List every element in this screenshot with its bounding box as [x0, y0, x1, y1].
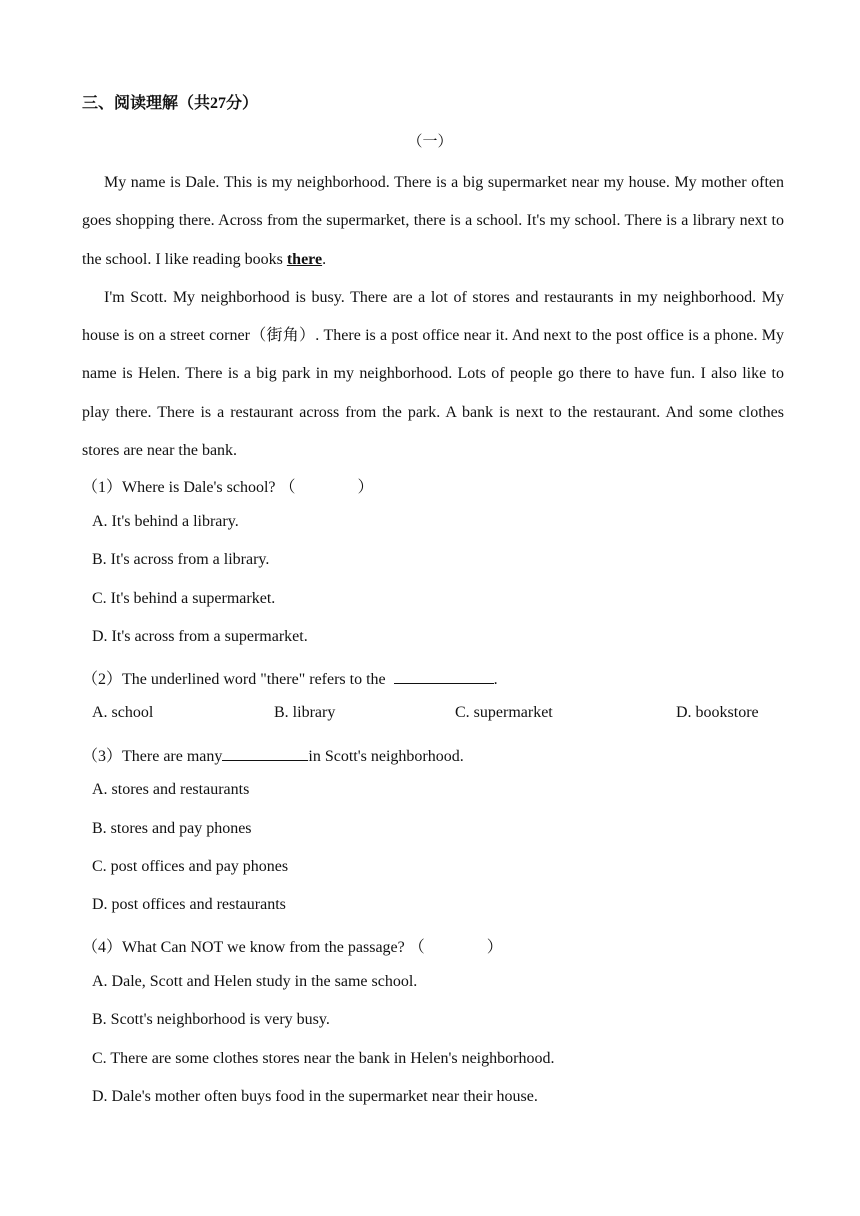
answer-paren-open: （ — [408, 939, 425, 956]
question-text: The underlined word "there" refers to the — [122, 671, 386, 688]
question-text: in Scott's neighborhood. — [308, 748, 464, 765]
question-number: （3） — [82, 748, 123, 765]
q4-option-c: C. There are some clothes stores near the bank in Helen's neighborhood. — [92, 1050, 555, 1067]
question-1 — [82, 474, 374, 497]
q2-option-c: C. supermarket — [455, 704, 553, 721]
q1-option-d: D. It's across from a supermarket. — [92, 628, 308, 645]
q1-option-a: A. It's behind a library. — [92, 513, 239, 530]
passage-paragraph-1 — [82, 164, 784, 279]
answer-blank[interactable] — [394, 669, 494, 684]
answer-paren-close: ） — [486, 939, 503, 956]
question-number: （2） — [82, 671, 123, 688]
q4-option-b: B. Scott's neighborhood is very busy. — [92, 1011, 330, 1028]
passage-text: My name is Dale. This is my neighborhood. There is a big supermarket near my house. My mother often goes shopping there. Across from the supermarket, there is a school. It's my school. There is a library next to the school. I like reading books — [82, 174, 784, 268]
q1-option-b: B. It's across from a library. — [92, 551, 270, 568]
q3-option-a: A. stores and restaurants — [92, 781, 250, 798]
q4-option-d: D. Dale's mother often buys food in the supermarket near their house. — [92, 1088, 538, 1105]
answer-paren-open: （ — [279, 479, 296, 496]
question-end: . — [493, 671, 498, 688]
question-number: （4） — [82, 939, 123, 956]
question-text: What Can NOT we know from the passage? — [122, 939, 405, 956]
q1-option-c: C. It's behind a supermarket. — [92, 590, 276, 607]
passage-text: . — [322, 250, 327, 268]
q3-option-d: D. post offices and restaurants — [92, 896, 286, 913]
reading-passage — [82, 164, 784, 470]
underlined-word: there — [286, 250, 323, 268]
question-3 — [82, 743, 464, 766]
q2-options-row — [92, 704, 792, 728]
q4-option-a: A. Dale, Scott and Helen study in the same school. — [92, 973, 418, 990]
answer-blank[interactable] — [222, 746, 308, 761]
question-2 — [82, 666, 498, 689]
passage-subtitle: （一） — [407, 134, 453, 150]
question-4 — [82, 934, 503, 957]
answer-paren-close: ） — [357, 479, 374, 496]
question-text: Where is Dale's school? — [122, 479, 276, 496]
passage-paragraph-2: I'm Scott. My neighborhood is busy. There are a lot of stores and restaurants in my neighborhood. My house is on a street corner（街角）. There is a post office near it. And next to the post office is a phone. My name is Helen. There is a big park in my neighborhood. Lots of people go there to have fun. I also like to play there. There is a restaurant across from the park. A bank is next to the restaurant. And some clothes stores are near the bank. — [82, 288, 784, 460]
q3-option-b: B. stores and pay phones — [92, 820, 252, 837]
question-text: There are many — [122, 748, 223, 765]
question-number: （1） — [82, 479, 123, 496]
section-title: 三、阅读理解（共27分） — [82, 95, 259, 112]
q2-option-a: A. school — [92, 704, 154, 721]
q2-option-d: D. bookstore — [676, 704, 759, 721]
q3-option-c: C. post offices and pay phones — [92, 858, 289, 875]
q2-option-b: B. library — [274, 704, 336, 721]
